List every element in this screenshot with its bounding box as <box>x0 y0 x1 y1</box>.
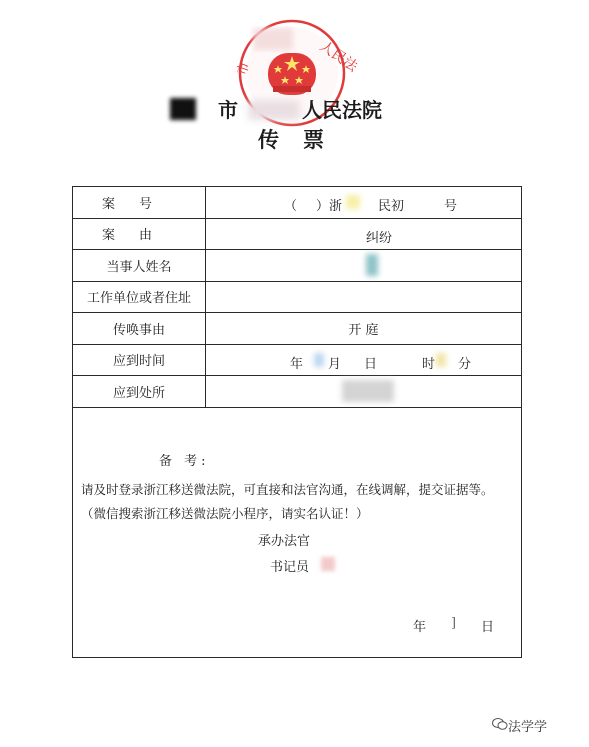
time-day: 日 <box>364 356 378 372</box>
judge-label: 承办法官 <box>258 533 311 549</box>
case-no-province: ）浙 <box>316 199 343 214</box>
wechat-icon <box>492 717 508 731</box>
page-title: 传票 <box>258 127 348 152</box>
date-month: ] <box>451 615 457 631</box>
time-value <box>206 344 522 376</box>
table-row-address <box>73 281 522 313</box>
cause-value <box>206 218 522 250</box>
time-label: 应到时间 <box>73 344 206 376</box>
watermark-text: 法学学 <box>508 720 548 735</box>
place-value <box>206 376 522 408</box>
seal-text-left: 市 <box>234 60 254 78</box>
party-name-label: 当事人姓名 <box>73 250 206 282</box>
matter-label: 传唤事由 <box>73 313 206 345</box>
redacted-blur <box>248 100 300 120</box>
clerk-name-redacted <box>321 557 335 571</box>
table-row-party <box>73 250 522 282</box>
redacted-block <box>170 98 196 120</box>
clerk-label: 书记员 <box>270 559 310 575</box>
address-value <box>206 281 522 313</box>
title-court-name: 人民法院 <box>302 98 382 122</box>
notes-section <box>73 407 522 657</box>
date-year: 年 <box>413 619 427 635</box>
cause-text: 纠纷 <box>366 230 393 246</box>
seal-text-right: 人民法 <box>316 38 361 76</box>
case-no-suffix: 号 <box>444 199 458 214</box>
table-row-matter <box>73 313 522 345</box>
case-no-label: 案号 <box>73 187 206 219</box>
table-row-notes <box>73 407 522 657</box>
table-row-place <box>73 376 522 408</box>
matter-value: 开 庭 <box>206 313 522 345</box>
date-day: 日 <box>481 619 495 635</box>
notes-instruction: 请及时登录浙江移送微法院，可直接和法官沟通，在线调解，提交证据等。 <box>81 481 494 497</box>
notes-title: 备 考: <box>159 453 210 469</box>
case-no-value <box>206 187 522 219</box>
time-month: 月 <box>328 356 342 372</box>
party-name-value <box>206 250 522 282</box>
time-minute: 分 <box>458 356 472 372</box>
title-city: 市 <box>218 98 238 122</box>
case-no-type: 民初 <box>378 199 405 214</box>
notes-wechat-hint: （微信搜索浙江移送微法院小程序，请实名认证！） <box>81 505 369 521</box>
table-row-cause <box>73 218 522 250</box>
summons-table <box>72 186 522 658</box>
place-label: 应到处所 <box>73 376 206 408</box>
table-row-case-no <box>73 187 522 219</box>
time-hour: 时 <box>422 356 436 372</box>
address-label: 工作单位或者住址 <box>73 281 206 313</box>
case-no-open: （ <box>284 199 298 214</box>
time-year: 年 <box>290 356 304 372</box>
table-row-time <box>73 344 522 376</box>
cause-label: 案由 <box>73 218 206 250</box>
